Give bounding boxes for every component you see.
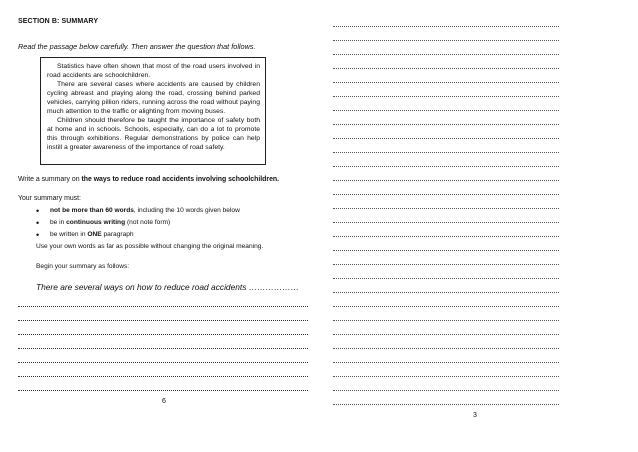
requirement-bold: not be more than 60 words [50,207,134,214]
answer-line[interactable] [333,152,559,153]
answer-line[interactable] [333,124,559,125]
answer-line[interactable] [333,208,559,209]
answer-line[interactable] [18,334,308,335]
answer-line[interactable] [333,390,559,391]
own-words-instruction: Use your own words as far as possible without changing the original meaning. [36,243,264,250]
answer-line[interactable] [333,180,559,181]
answer-line[interactable] [333,306,559,307]
passage-paragraph-3: Children should therefore be taught the importance of safety both at home and in schools. Schools, especially, can do a lot to promote this through exhibitions. Regular demonstrations by police can help instill a greater awareness of the importance of road safety. [47,117,260,151]
instruction-text: Read the passage below carefully. Then answer the question that follows. [18,42,256,51]
answer-line[interactable] [18,306,308,307]
answer-line[interactable] [18,348,308,349]
answer-line[interactable] [333,82,559,83]
answer-line[interactable] [333,68,559,69]
answer-line[interactable] [333,138,559,139]
passage-paragraph-1: Statistics have often shown that most of the road users involved in road accidents are schoolchildren. [47,63,260,79]
requirements-label: Your summary must: [18,195,81,202]
answer-line[interactable] [333,376,559,377]
answer-line[interactable] [333,250,559,251]
answer-line[interactable] [333,54,559,55]
answer-line[interactable] [333,110,559,111]
requirement-pre: be in [50,219,67,226]
passage-box [40,57,266,165]
requirements-list [36,205,240,241]
summary-starter: There are several ways on how to reduce road accidents ……………… [36,282,299,292]
answer-line[interactable] [333,40,559,41]
page-number-right: 3 [473,412,477,419]
requirement-item [36,205,240,217]
task-instruction [18,176,279,183]
answer-line[interactable] [333,404,559,405]
requirement-rest: (not note form) [125,219,171,226]
answer-line[interactable] [18,376,308,377]
answer-line[interactable] [333,96,559,97]
requirement-item [36,217,240,229]
answer-line[interactable] [18,390,308,391]
task-prefix: Write a summary on [18,176,82,183]
passage-paragraph-2: There are several cases where accidents are caused by children cycling abreast and playing along the road, crossing behind parked vehicles, carrying pillion riders, running across the road without paying much attention to the traffic or alighting from moving buses. [47,81,260,115]
requirement-rest: , including the 10 words given below [133,207,240,214]
requirement-bold: ONE [87,231,102,238]
requirement-bold: continuous writing [66,219,126,226]
requirement-item [36,229,240,241]
answer-line[interactable] [333,194,559,195]
answer-line[interactable] [18,362,308,363]
answer-line[interactable] [18,320,308,321]
task-topic: the ways to reduce road accidents involving schoolchildren. [81,176,280,183]
answer-line[interactable] [333,292,559,293]
answer-line[interactable] [333,26,559,27]
page-number-left: 6 [162,398,166,405]
answer-line[interactable] [333,348,559,349]
answer-line[interactable] [333,166,559,167]
answer-line[interactable] [333,320,559,321]
answer-line[interactable] [333,278,559,279]
answer-line[interactable] [333,236,559,237]
answer-line[interactable] [333,222,559,223]
requirement-rest: paragraph [101,231,134,238]
requirement-pre: be written in [50,231,88,238]
section-title: SECTION B: SUMMARY [18,18,99,25]
answer-line[interactable] [333,264,559,265]
answer-line[interactable] [333,362,559,363]
begin-label: Begin your summary as follows: [36,263,130,270]
answer-line[interactable] [333,334,559,335]
